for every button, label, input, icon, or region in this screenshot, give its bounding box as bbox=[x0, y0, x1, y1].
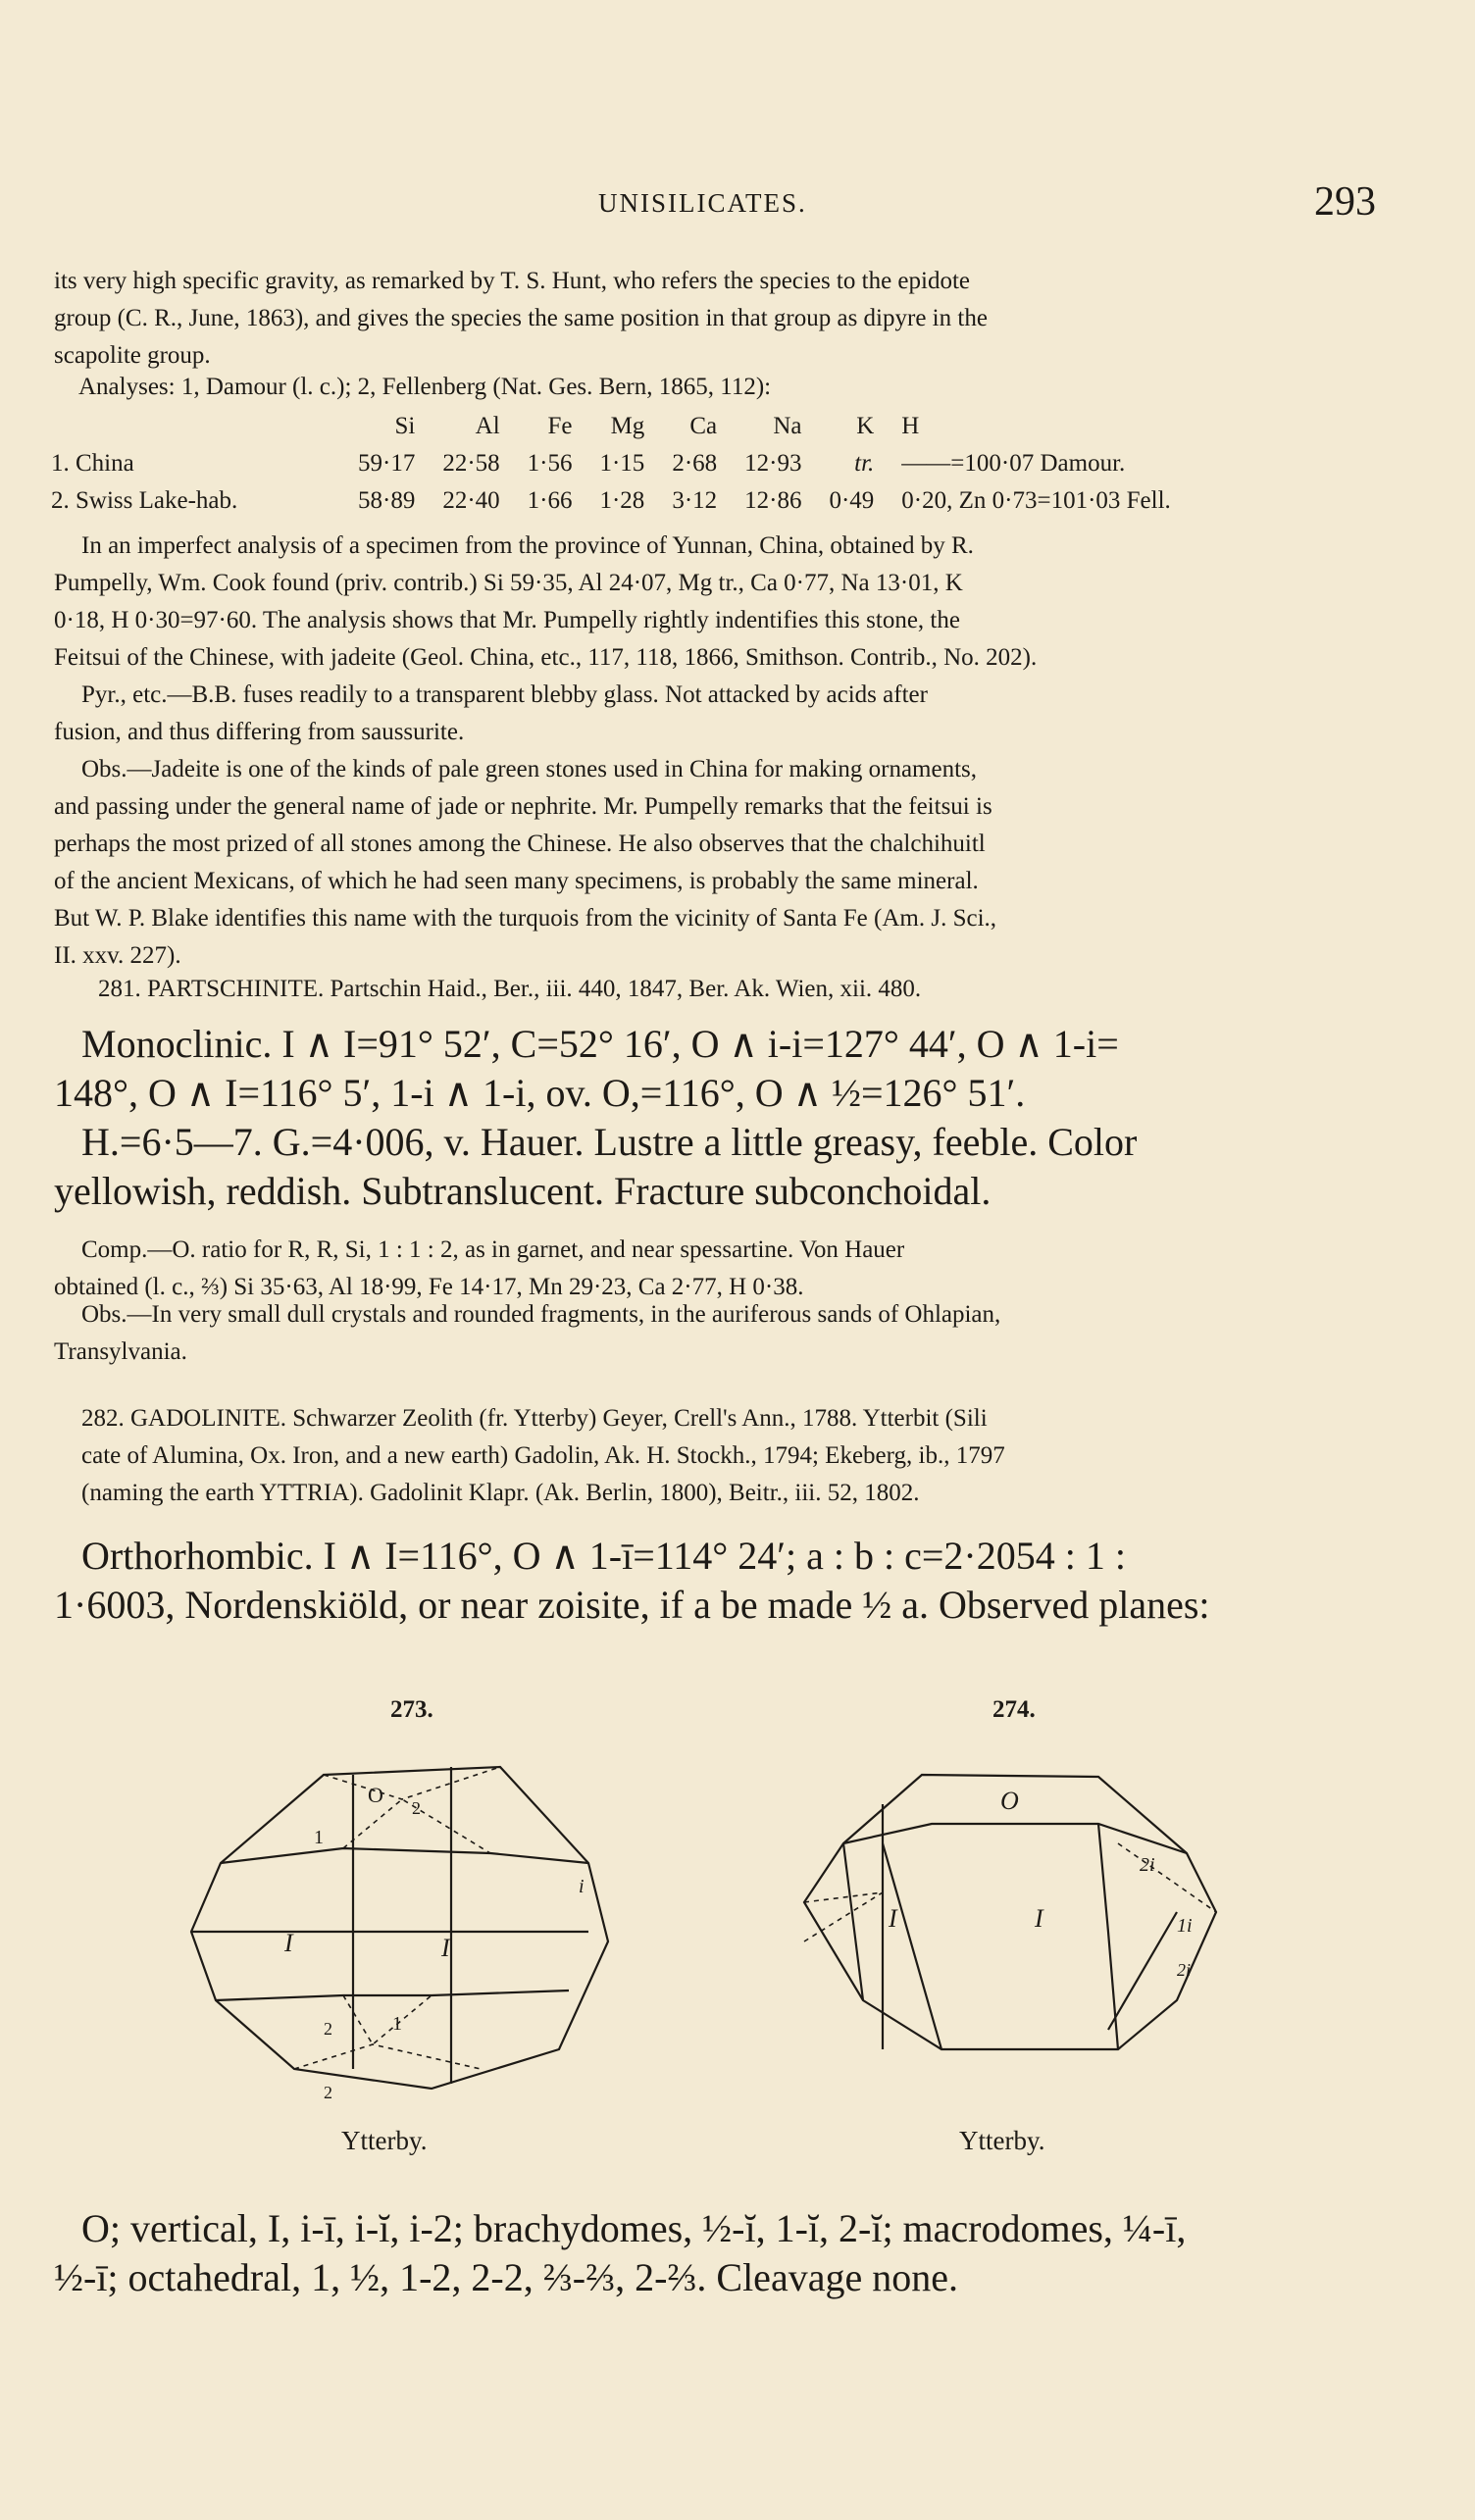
face-label: O bbox=[368, 1783, 383, 1807]
face-label: I bbox=[441, 1934, 450, 1962]
column-header: Na bbox=[773, 413, 802, 439]
table-cell: 3·12 bbox=[672, 487, 718, 514]
table-cell: 0·20, Zn 0·73=101·03 Fell. bbox=[901, 487, 1171, 514]
table-cell: 1·15 bbox=[599, 450, 645, 477]
table-cell: 1·56 bbox=[527, 450, 573, 477]
running-header: UNISILICATES. bbox=[598, 188, 807, 218]
text-line: 282. GADOLINITE. Schwarzer Zeolith (fr. Ytterby) Geyer, Crell's Ann., 1788. Ytterbit (Sili bbox=[81, 1405, 988, 1432]
text-line: yellowish, reddish. Subtranslucent. Fracture subconchoidal. bbox=[54, 1169, 992, 1213]
text-line: ½-ī; octahedral, 1, ½, 1-2, 2-2, ⅔-⅔, 2-⅔. Cleavage none. bbox=[54, 2255, 958, 2299]
table-header-row bbox=[51, 408, 1185, 445]
column-header: Fe bbox=[547, 413, 573, 439]
column-header: H bbox=[901, 413, 920, 439]
text-line: group (C. R., June, 1863), and gives the species the same position in that group as dipyre in the bbox=[54, 305, 988, 331]
partschinite-description bbox=[54, 1020, 1427, 1216]
face-label: O bbox=[1000, 1787, 1019, 1815]
text-line: 0·18, H 0·30=97·60. The analysis shows that Mr. Pumpelly rightly indentifies this stone, the bbox=[54, 607, 960, 633]
text-line: obtained (l. c., ⅔) Si 35·63, Al 18·99, Fe 14·17, Mn 29·23, Ca 2·77, H 0·38. bbox=[54, 1274, 804, 1300]
table-cell: 1·66 bbox=[527, 487, 573, 514]
table-cell: 2·68 bbox=[672, 450, 718, 477]
table-cell: 59·17 bbox=[358, 450, 416, 477]
text-line: Pumpelly, Wm. Cook found (priv. contrib.) Si 59·35, Al 24·07, Mg tr., Ca 0·77, Na 13·01, K bbox=[54, 570, 963, 596]
text-line: 148°, O ∧ I=116° 5′, 1-i ∧ 1-i, ov. O,=116°, O ∧ ½=126° 51′. bbox=[54, 1071, 1026, 1115]
text-line: II. xxv. 227). bbox=[54, 942, 181, 969]
text-line: Comp.—O. ratio for R, R, Si, 1 : 1 : 2, as in garnet, and near spessartine. Von Hauer bbox=[81, 1236, 905, 1263]
table-row bbox=[51, 445, 1185, 482]
partschinite-heading: 281. PARTSCHINITE. Partschin Haid., Ber., iii. 440, 1847, Ber. Ak. Wien, xii. 480. bbox=[98, 976, 922, 1002]
text-line: fusion, and thus differing from saussurite. bbox=[54, 719, 465, 745]
text-line: and passing under the general name of jade or nephrite. Mr. Pumpelly remarks that the feitsui is bbox=[54, 793, 992, 820]
text-line: its very high specific gravity, as remarked by T. S. Hunt, who refers the species to the epidote bbox=[54, 268, 970, 294]
intro-paragraph bbox=[54, 263, 1388, 375]
table-row bbox=[51, 482, 1185, 520]
column-header: Si bbox=[394, 413, 416, 439]
page-number: 293 bbox=[1314, 179, 1376, 225]
pyrognostics-paragraph bbox=[54, 677, 1388, 751]
text-line: perhaps the most prized of all stones among the Chinese. He also observes that the chalchihuitl bbox=[54, 831, 986, 857]
figure-number: 274. bbox=[992, 1696, 1036, 1723]
partschinite-observations bbox=[54, 1296, 1388, 1371]
text-line: 1·6003, Nordenskiöld, or near zoisite, if a be made ½ a. Observed planes: bbox=[54, 1583, 1210, 1627]
pumpelly-paragraph bbox=[54, 528, 1388, 677]
text-line: Pyr., etc.—B.B. fuses readily to a transparent blebby glass. Not attacked by acids after bbox=[81, 681, 928, 708]
text-line: H.=6·5—7. G.=4·006, v. Hauer. Lustre a little greasy, feeble. Color bbox=[81, 1120, 1138, 1164]
table-cell: 0·49 bbox=[829, 487, 875, 514]
crystal-figure-274 bbox=[785, 1755, 1246, 2089]
table-cell: 1·28 bbox=[599, 487, 645, 514]
face-label: I bbox=[1035, 1904, 1043, 1933]
observations-paragraph bbox=[54, 751, 1388, 975]
row-label: 1. China bbox=[51, 450, 134, 477]
closing-paragraph bbox=[54, 2204, 1427, 2302]
column-header: K bbox=[856, 413, 875, 439]
gadolinite-heading bbox=[54, 1400, 1388, 1512]
crystal-figure-273 bbox=[177, 1745, 637, 2108]
text-line: cate of Alumina, Ox. Iron, and a new earth) Gadolin, Ak. H. Stockh., 1794; Ekeberg, ib., 1797 bbox=[81, 1442, 1005, 1469]
face-label: i bbox=[579, 1876, 585, 1897]
column-header: Ca bbox=[689, 413, 718, 439]
text-line: O; vertical, I, i-ī, i-ĭ, i-2; brachydomes, ½-ĭ, 1-ĭ, 2-ĭ; macrodomes, ¼-ī, bbox=[81, 2206, 1187, 2250]
gadolinite-description bbox=[54, 1532, 1427, 1630]
text-line: In an imperfect analysis of a specimen from the province of Yunnan, China, obtained by R. bbox=[81, 532, 974, 559]
table-cell: 12·86 bbox=[744, 487, 802, 514]
face-label: 1 bbox=[314, 1827, 324, 1848]
figure-caption: Ytterby. bbox=[341, 2126, 428, 2155]
row-label: 2. Swiss Lake-hab. bbox=[51, 487, 238, 514]
table-cell: ——=100·07 Damour. bbox=[901, 450, 1126, 477]
face-label: 2 bbox=[324, 2083, 332, 2102]
text-line: Obs.—Jadeite is one of the kinds of pale green stones used in China for making ornaments, bbox=[81, 756, 978, 782]
text-line: Feitsui of the Chinese, with jadeite (Geol. China, etc., 117, 118, 1866, Smithson. Contrib., No. 202). bbox=[54, 644, 1038, 671]
table-cell: 22·58 bbox=[442, 450, 500, 477]
text-line: scapolite group. bbox=[54, 342, 211, 369]
table-cell: 58·89 bbox=[358, 487, 416, 514]
face-label: I bbox=[889, 1904, 897, 1933]
face-label: 1i bbox=[1177, 1915, 1193, 1937]
figure-number: 273. bbox=[390, 1696, 433, 1723]
analysis-table bbox=[51, 408, 1185, 520]
figure-caption: Ytterby. bbox=[959, 2126, 1045, 2155]
text-line: Monoclinic. I ∧ I=91° 52′, C=52° 16′, O ∧ i-i=127° 44′, O ∧ 1-i= bbox=[81, 1022, 1119, 1066]
table-cell: tr. bbox=[854, 450, 875, 477]
text-line: Transylvania. bbox=[54, 1338, 187, 1365]
text-line: (naming the earth YTTRIA). Gadolinit Klapr. (Ak. Berlin, 1800), Beitr., iii. 52, 1802. bbox=[81, 1480, 920, 1506]
column-header: Al bbox=[475, 413, 500, 439]
text-line: of the ancient Mexicans, of which he had seen many specimens, is probably the same mineral. bbox=[54, 868, 979, 894]
text-line: Orthorhombic. I ∧ I=116°, O ∧ 1-ī=114° 24′; a : b : c=2·2054 : 1 : bbox=[81, 1534, 1126, 1578]
table-cell: 22·40 bbox=[442, 487, 500, 514]
face-label: 2i bbox=[1177, 1960, 1192, 1980]
face-label: 2 bbox=[324, 2019, 332, 2039]
face-label: 1 bbox=[392, 2013, 402, 2035]
text-line: But W. P. Blake identifies this name with the turquois from the vicinity of Santa Fe (Am. J. Sci., bbox=[54, 905, 997, 932]
face-label: 2i bbox=[1140, 1854, 1155, 1876]
table-cell: 12·93 bbox=[744, 450, 802, 477]
column-header: Mg bbox=[610, 413, 645, 439]
face-label: I bbox=[284, 1929, 293, 1957]
analyses-line: Analyses: 1, Damour (l. c.); 2, Fellenberg (Nat. Ges. Bern, 1865, 112): bbox=[78, 374, 772, 400]
partschinite-composition bbox=[54, 1232, 1388, 1306]
text-line: Obs.—In very small dull crystals and rounded fragments, in the auriferous sands of Ohlapian, bbox=[81, 1301, 1001, 1328]
face-label: 2 bbox=[412, 1798, 421, 1818]
